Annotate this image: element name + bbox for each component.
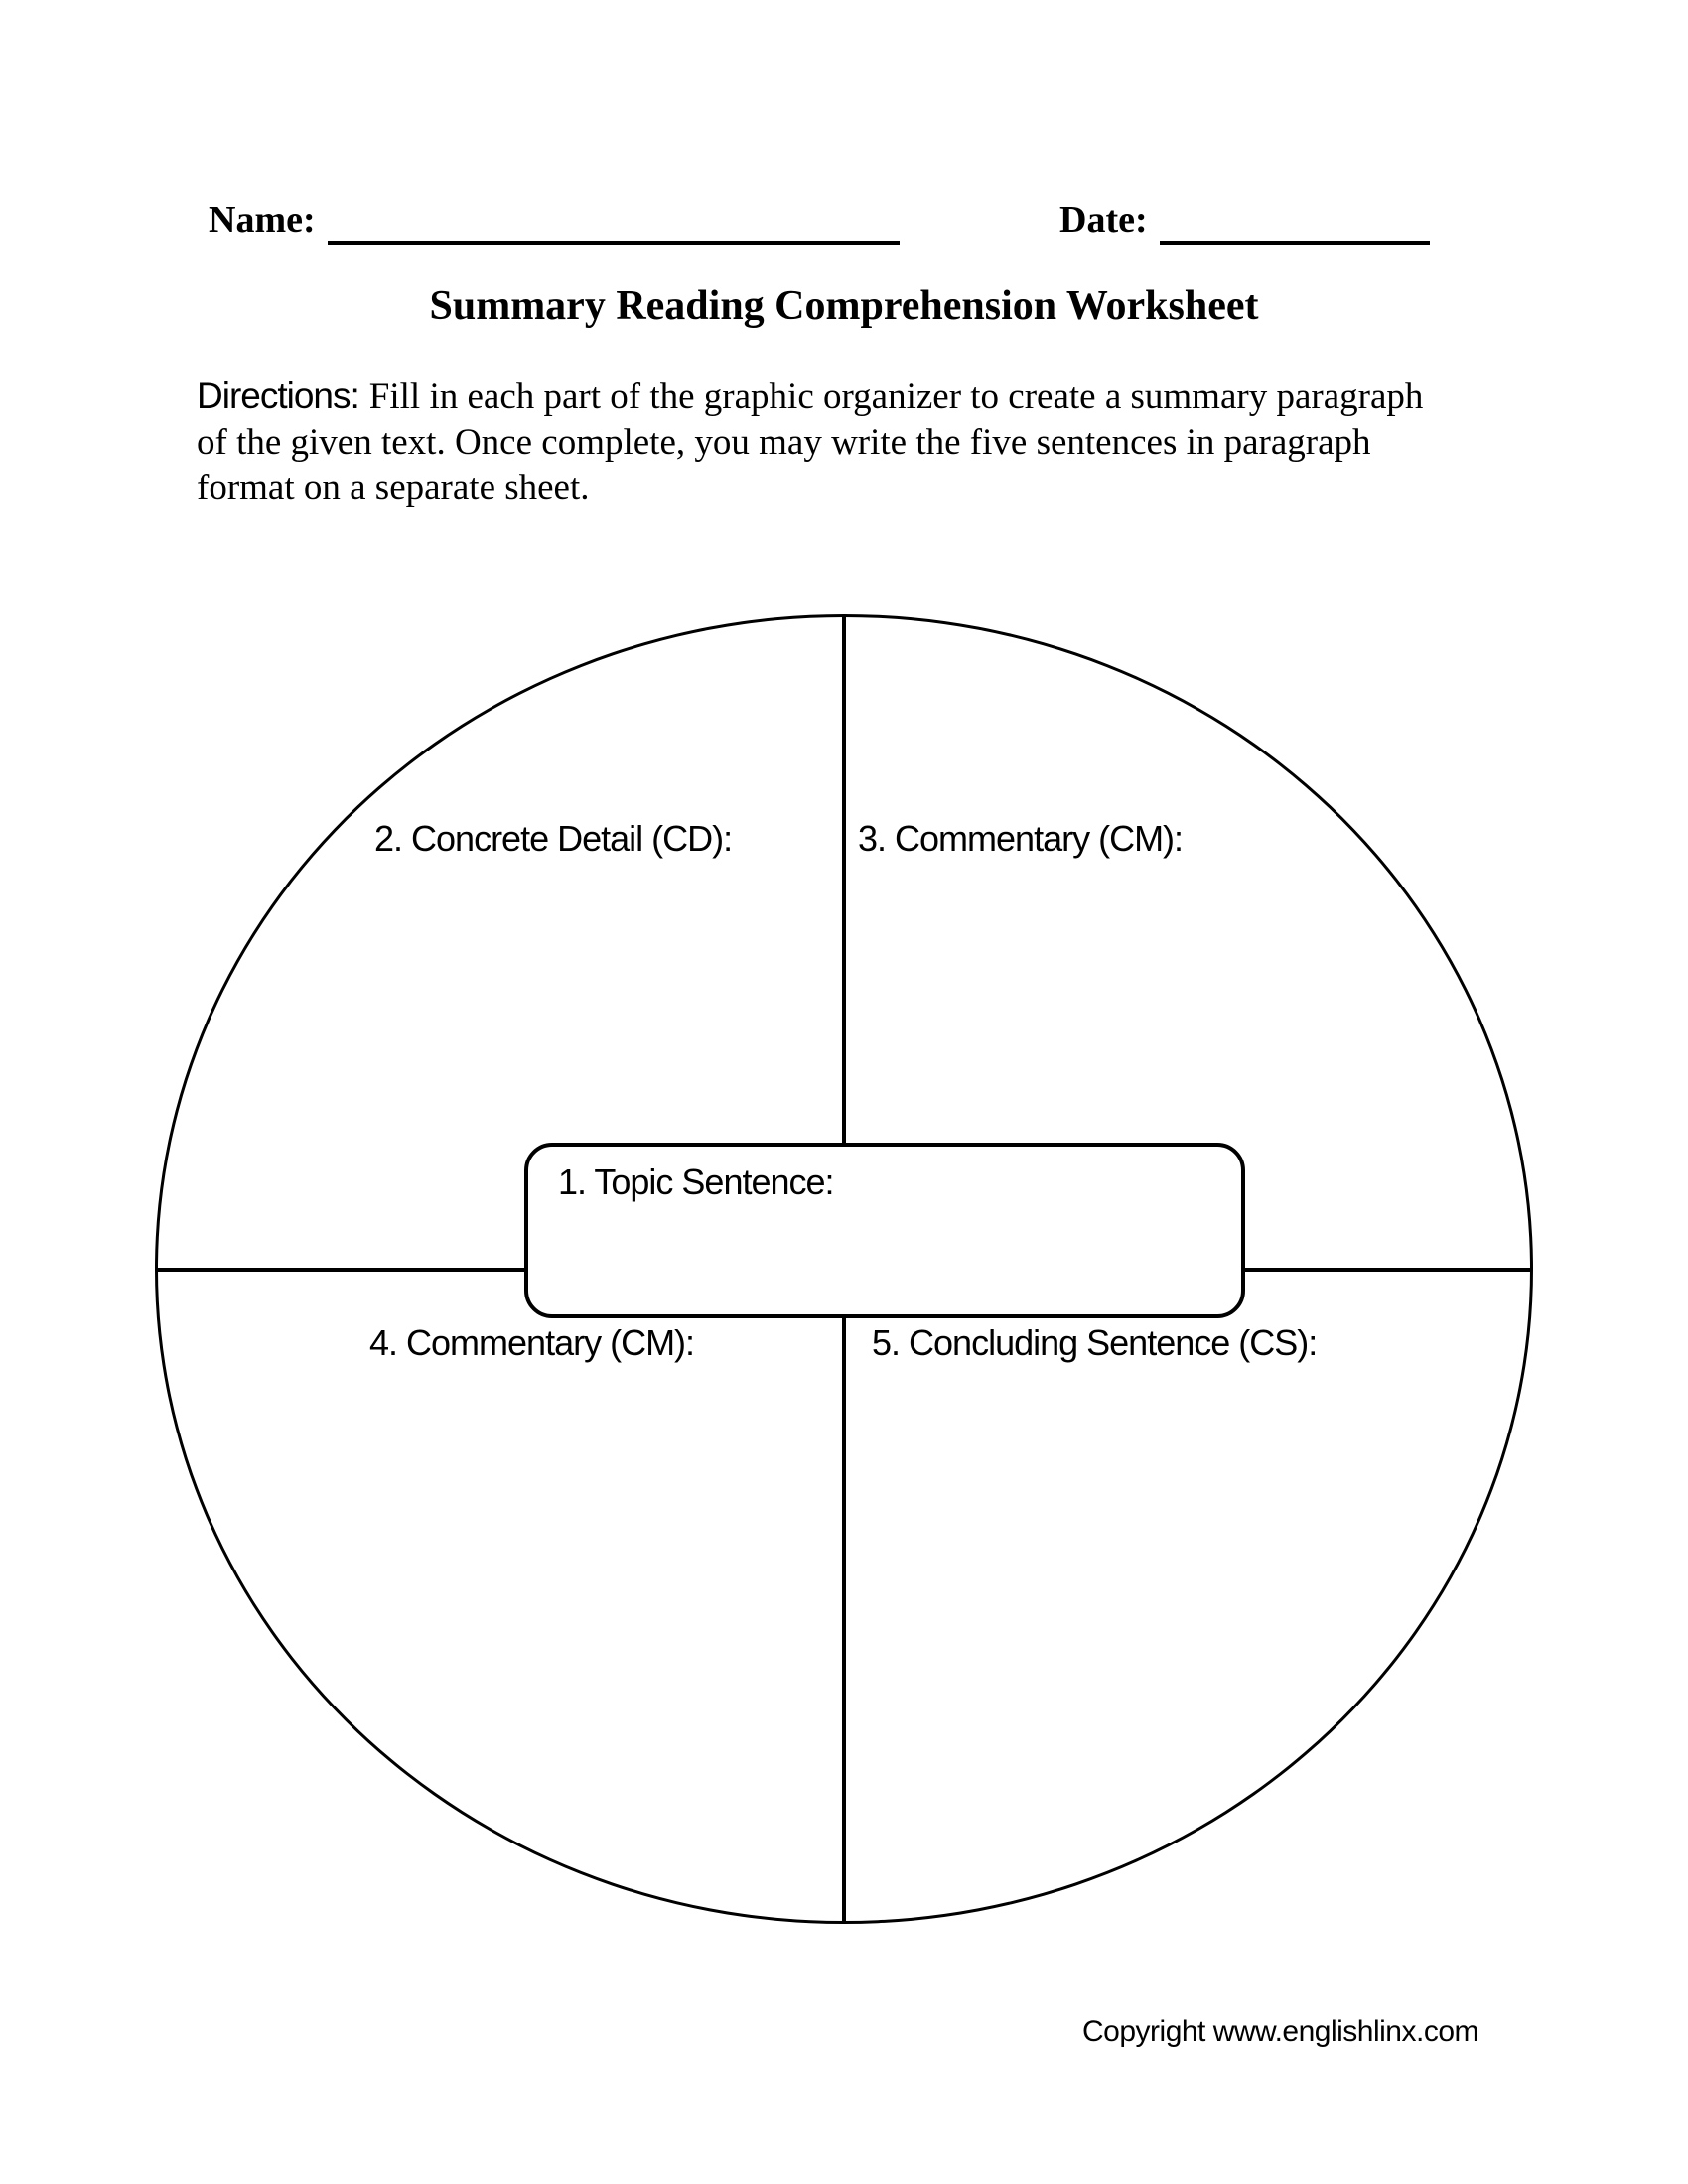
date-label: Date:	[1059, 200, 1148, 241]
date-blank[interactable]	[1160, 202, 1430, 245]
quadrant-4-label: 4. Commentary (CM):	[369, 1322, 695, 1363]
name-label: Name:	[209, 200, 316, 241]
quadrant-5-label: 5. Concluding Sentence (CS):	[872, 1322, 1318, 1363]
directions-label: Directions:	[197, 375, 359, 416]
directions-line-1: Fill in each part of the graphic organizer to create a summary paragraph	[368, 376, 1424, 417]
topic-sentence-box[interactable]	[524, 1143, 1245, 1318]
quadrant-4-writing-area[interactable]	[298, 1380, 834, 1817]
directions-line-3: format on a separate sheet.	[197, 468, 590, 508]
quadrant-2-label: 2. Concrete Detail (CD):	[374, 818, 733, 859]
quadrant-3-writing-area[interactable]	[854, 695, 1410, 1132]
directions	[197, 373, 1517, 511]
directions-line-2: of the given text. Once complete, you may write the five sentences in paragraph	[197, 422, 1371, 463]
copyright-text: Copyright www.englishlinx.com	[1082, 2015, 1478, 2048]
quadrant-3-label: 3. Commentary (CM):	[858, 818, 1184, 859]
name-blank[interactable]	[328, 202, 900, 245]
page-title: Summary Reading Comprehension Worksheet	[429, 283, 1259, 329]
quadrant-5-writing-area[interactable]	[854, 1380, 1410, 1817]
quadrant-2-writing-area[interactable]	[298, 695, 834, 1132]
topic-sentence-label: 1. Topic Sentence:	[558, 1161, 834, 1202]
